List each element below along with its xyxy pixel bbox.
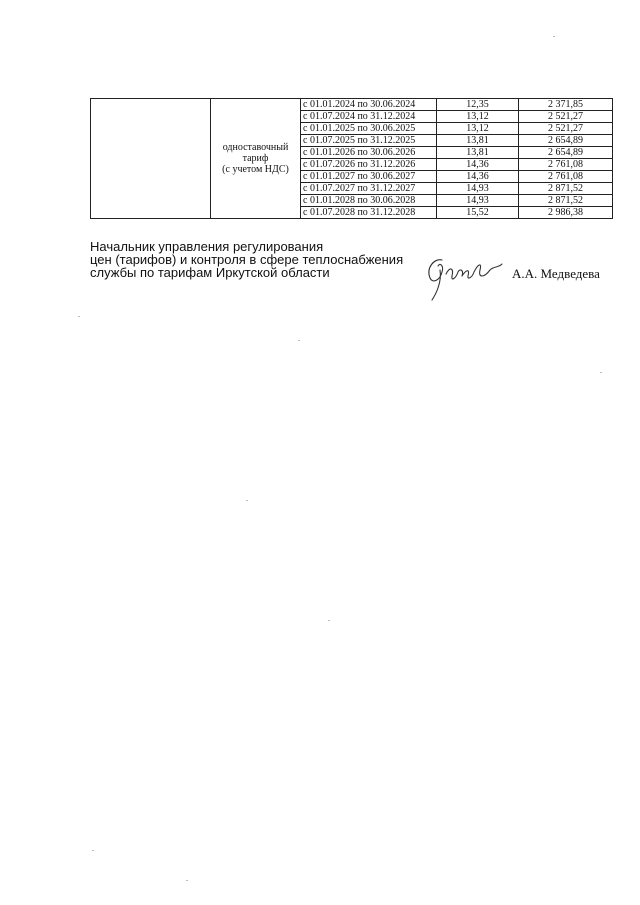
- blank-cell: [91, 99, 211, 219]
- scan-speck: [328, 620, 330, 621]
- tariff-type-line: тариф: [242, 153, 269, 164]
- value2-cell: 2 986,38: [519, 207, 613, 219]
- tariff-type-line: (с учетом НДС): [222, 164, 289, 175]
- signer-title-line: Начальник управления регулирования: [90, 239, 324, 254]
- period-cell: с 01.07.2024 по 31.12.2024: [301, 111, 437, 123]
- value1-cell: 12,35: [437, 99, 519, 111]
- tariff-table-body: [91, 99, 613, 219]
- value2-cell: 2 761,08: [519, 171, 613, 183]
- value1-cell: 13,12: [437, 111, 519, 123]
- scan-speck: [92, 850, 94, 851]
- tariff-type-cell: [211, 99, 301, 219]
- signer-title: [90, 240, 403, 279]
- period-cell: с 01.07.2025 по 31.12.2025: [301, 135, 437, 147]
- tariff-table: [90, 98, 613, 219]
- value2-cell: 2 654,89: [519, 135, 613, 147]
- value2-cell: 2 371,85: [519, 99, 613, 111]
- value2-cell: 2 521,27: [519, 123, 613, 135]
- period-cell: с 01.01.2025 по 30.06.2025: [301, 123, 437, 135]
- period-cell: с 01.07.2026 по 31.12.2026: [301, 159, 437, 171]
- period-cell: с 01.07.2028 по 31.12.2028: [301, 207, 437, 219]
- scan-speck: [78, 316, 80, 317]
- value1-cell: 14,36: [437, 159, 519, 171]
- value1-cell: 13,81: [437, 135, 519, 147]
- value2-cell: 2 654,89: [519, 147, 613, 159]
- period-cell: с 01.01.2028 по 30.06.2028: [301, 195, 437, 207]
- value2-cell: 2 871,52: [519, 183, 613, 195]
- table-row: [91, 99, 613, 111]
- scan-speck: [553, 36, 555, 37]
- scan-speck: [298, 340, 300, 341]
- period-cell: с 01.01.2024 по 30.06.2024: [301, 99, 437, 111]
- signer-title-line: службы по тарифам Иркутской области: [90, 265, 330, 280]
- value1-cell: 13,12: [437, 123, 519, 135]
- tariff-type-line: одноставочный: [222, 142, 289, 153]
- scan-speck: [186, 880, 188, 881]
- value2-cell: 2 871,52: [519, 195, 613, 207]
- period-cell: с 01.01.2027 по 30.06.2027: [301, 171, 437, 183]
- value1-cell: 13,81: [437, 147, 519, 159]
- value1-cell: 15,52: [437, 207, 519, 219]
- period-cell: с 01.07.2027 по 31.12.2027: [301, 183, 437, 195]
- value2-cell: 2 761,08: [519, 159, 613, 171]
- value1-cell: 14,93: [437, 195, 519, 207]
- value1-cell: 14,36: [437, 171, 519, 183]
- value2-cell: 2 521,27: [519, 111, 613, 123]
- period-cell: с 01.01.2026 по 30.06.2026: [301, 147, 437, 159]
- value1-cell: 14,93: [437, 183, 519, 195]
- scan-speck: [246, 500, 248, 501]
- signer-name: А.А. Медведева: [512, 266, 600, 281]
- signer-title-line: цен (тарифов) и контроля в сфере теплоснабжения: [90, 252, 404, 267]
- handwritten-signature: [420, 248, 510, 304]
- scan-speck: [600, 372, 602, 373]
